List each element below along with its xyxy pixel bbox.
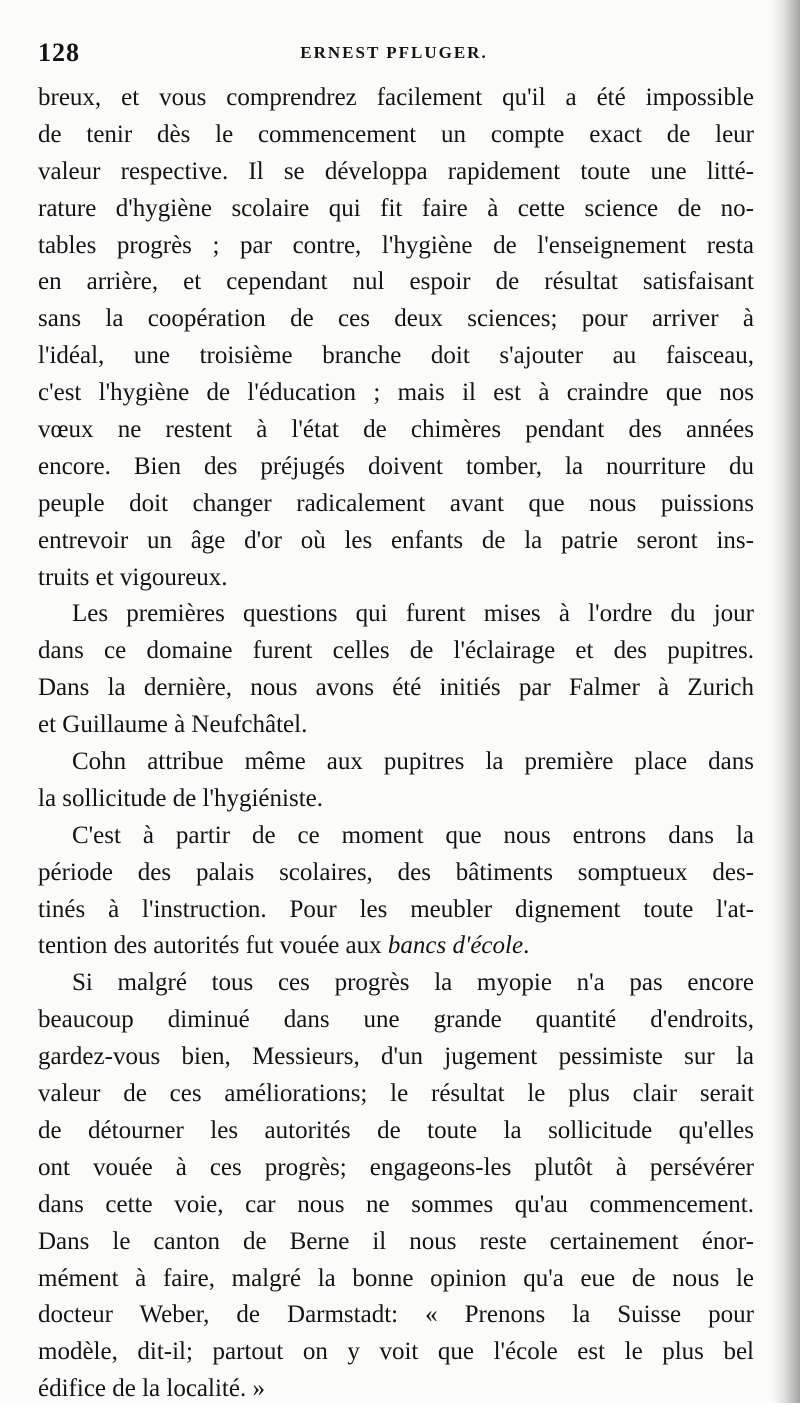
text-line <box>38 1334 754 1371</box>
text-line-content: encore. Bien des préjugés doivent tomber, la nourriture du <box>38 452 754 480</box>
text-line-content: Si malgré tous ces progrès la myopie n'a pas encore <box>72 969 754 997</box>
text-line <box>38 191 754 228</box>
text-line <box>38 892 754 929</box>
text-line-content: truits et vigoureux. <box>38 563 228 591</box>
text-line <box>38 523 754 560</box>
text-line <box>38 560 754 597</box>
text-line-content: la sollicitude de l'hygiéniste. <box>38 784 323 812</box>
text-line <box>38 633 754 670</box>
text-line <box>38 338 754 375</box>
text-line-content: Cohn attribue même aux pupitres la première place dans <box>72 748 754 776</box>
text-line <box>38 1076 754 1113</box>
text-line <box>38 596 754 633</box>
text-line <box>38 707 754 744</box>
text-line <box>38 744 754 781</box>
text-line-content: C'est à partir de ce moment que nous entrons dans la <box>72 821 754 849</box>
text-line <box>38 1150 754 1187</box>
text-line-content: et Guillaume à Neufchâtel. <box>38 711 308 739</box>
text-line <box>38 1371 754 1408</box>
text-line-content: tinés à l'instruction. Pour les meubler dignement toute l'at- <box>38 895 754 923</box>
text-line <box>38 486 754 523</box>
text-line-content: ont vouée à ces progrès; engageons-les plutôt à persévérer <box>38 1153 754 1181</box>
text-line-content: gardez-vous bien, Messieurs, d'un jugement pessimiste sur la <box>38 1043 754 1071</box>
text-line <box>38 855 754 892</box>
text-line <box>38 1224 754 1261</box>
text-line-content: tables progrès ; par contre, l'hygiène de l'enseignement resta <box>38 231 754 259</box>
text-line-content: entrevoir un âge d'or où les enfants de la patrie seront ins- <box>38 526 754 554</box>
text-line <box>38 228 754 265</box>
italic-phrase: bancs d'école <box>387 932 524 960</box>
text-line-content: Dans la dernière, nous avons été initiés par Falmer à Zurich <box>38 674 754 702</box>
text-line-content: de détourner les autorités de toute la sollicitude qu'elles <box>38 1116 754 1144</box>
text-line <box>38 449 754 486</box>
text-line <box>38 264 754 301</box>
text-line-content: valeur respective. Il se développa rapidement toute une litté- <box>38 157 754 185</box>
text-line-content: Les premières questions qui furent mises à l'ordre du jour <box>72 600 754 628</box>
text-line-content: sans la coopération de ces deux sciences; pour arriver à <box>38 305 754 333</box>
text-line <box>38 818 754 855</box>
text-line <box>38 301 754 338</box>
text-line <box>38 781 754 818</box>
text-line <box>38 1039 754 1076</box>
text-line <box>38 412 754 449</box>
text-line <box>38 80 754 117</box>
text-line-content: c'est l'hygiène de l'éducation ; mais il est à craindre que nos <box>38 379 754 407</box>
page-header <box>38 38 750 74</box>
text-line-content: dans cette voie, car nous ne sommes qu'au commencement. <box>38 1190 754 1218</box>
text-line-content: de tenir dès le commencement un compte exact de leur <box>38 120 754 148</box>
page-gutter-shadow <box>772 0 800 1403</box>
text-line-content: beaucoup diminué dans une grande quantité d'endroits, <box>38 1006 754 1034</box>
text-line-content: en arrière, et cependant nul espoir de résultat satisfaisant <box>38 268 754 296</box>
running-head: ERNEST PFLUGER. <box>300 43 488 62</box>
body-text <box>38 80 754 1408</box>
text-line-content: breux, et vous comprendrez facilement qu'il a été impossible <box>38 84 754 111</box>
text-line <box>38 154 754 191</box>
text-line-content: rature d'hygiène scolaire qui fit faire à cette science de no- <box>38 194 754 222</box>
text-line-content: Dans le canton de Berne il nous reste certainement énor- <box>38 1227 754 1255</box>
text-line-content: édifice de la localité. » <box>38 1375 265 1403</box>
text-line-content: dans ce domaine furent celles de l'éclairage et des pupitres. <box>38 637 754 665</box>
text-line <box>38 670 754 707</box>
text-line-content: l'idéal, une troisième branche doit s'ajouter au faisceau, <box>38 342 754 370</box>
text-line <box>38 1261 754 1298</box>
text-line-content: docteur Weber, de Darmstadt: « Prenons la Suisse pour <box>38 1301 754 1329</box>
text-line-content: vœux ne restent à l'état de chimères pendant des années <box>38 416 754 444</box>
text-line-content: mément à faire, malgré la bonne opinion qu'a eue de nous le <box>38 1264 754 1292</box>
text-line-content: tention des autorités fut vouée aux <box>38 932 388 960</box>
page-number: 128 <box>38 38 80 67</box>
text-line-content: valeur de ces améliorations; le résultat le plus clair serait <box>38 1080 754 1108</box>
text-line <box>38 375 754 412</box>
text-line <box>38 928 754 965</box>
text-line-content: période des palais scolaires, des bâtiments somptueux des- <box>38 858 754 886</box>
text-line <box>38 117 754 154</box>
text-line <box>38 1187 754 1224</box>
text-line <box>38 1002 754 1039</box>
text-line-content: modèle, dit-il; partout on y voit que l'école est le plus bel <box>38 1338 754 1366</box>
text-line <box>38 1297 754 1334</box>
text-line <box>38 965 754 1002</box>
text-line <box>38 1113 754 1150</box>
text-line-tail: . <box>523 932 530 960</box>
text-line-content: peuple doit changer radicalement avant que nous puissions <box>38 489 754 517</box>
